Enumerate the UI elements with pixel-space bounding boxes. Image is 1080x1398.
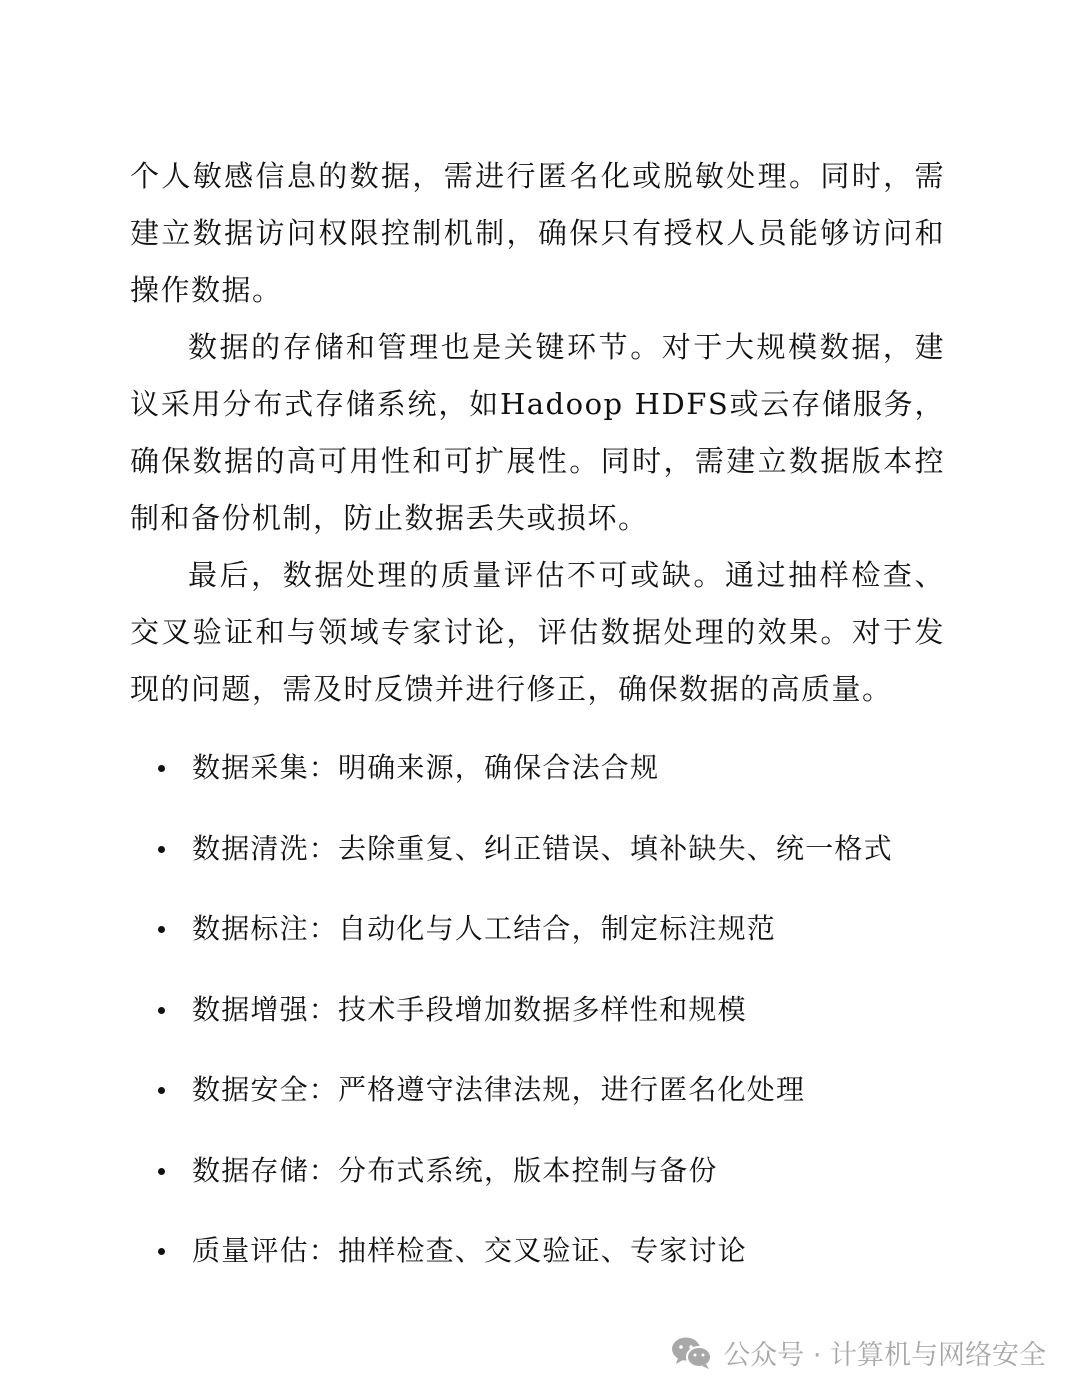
bullet-icon	[158, 846, 165, 853]
list-item	[130, 829, 945, 910]
bullet-icon	[158, 1248, 165, 1255]
list-item-text: 数据清洗：去除重复、纠正错误、填补缺失、统一格式	[192, 831, 893, 865]
paragraph-continuation: 个人敏感信息的数据，需进行匿名化或脱敏处理。同时，需建立数据访问权限控制机制，确保只有授权人员能够访问和操作数据。	[130, 159, 945, 307]
wechat-icon	[671, 1336, 713, 1370]
list-item	[130, 748, 945, 829]
list-item-text: 数据采集：明确来源，确保合法合规	[192, 751, 660, 784]
bullet-icon	[158, 926, 165, 933]
list-item	[130, 909, 945, 990]
summary-list	[130, 748, 945, 1312]
watermark-text: 公众号 · 计算机与网络安全	[723, 1340, 1046, 1371]
list-item	[130, 990, 945, 1071]
paragraph-storage: 数据的存储和管理也是关键环节。对于大规模数据，建议采用分布式存储系统，如Hadoop HDFS或云存储服务，确保数据的高可用性和可扩展性。同时，需建立数据版本控制和备份机制，防止数据丢失或损坏。	[130, 330, 945, 535]
paragraph-quality: 最后，数据处理的质量评估不可或缺。通过抽样检查、交叉验证和与领域专家讨论，评估数据处理的效果。对于发现的问题，需及时反馈并进行修正，确保数据的高质量。	[130, 558, 945, 706]
list-item-text: 数据存储：分布式系统，版本控制与备份	[192, 1153, 718, 1187]
list-item	[130, 1231, 945, 1312]
document-body	[130, 148, 945, 1312]
bullet-icon	[158, 765, 165, 772]
watermark	[671, 1333, 1046, 1372]
list-item-text: 质量评估：抽样检查、交叉验证、专家讨论	[192, 1234, 747, 1267]
list-item-text: 数据标注：自动化与人工结合，制定标注规范	[192, 912, 777, 945]
list-item	[130, 1070, 945, 1151]
bullet-icon	[158, 1087, 165, 1094]
list-item-text: 数据增强：技术手段增加数据多样性和规模	[192, 992, 747, 1026]
bullet-icon	[158, 1007, 165, 1014]
list-item	[130, 1151, 945, 1232]
list-item-text: 数据安全：严格遵守法律法规，进行匿名化处理	[192, 1073, 806, 1106]
bullet-icon	[158, 1168, 165, 1175]
